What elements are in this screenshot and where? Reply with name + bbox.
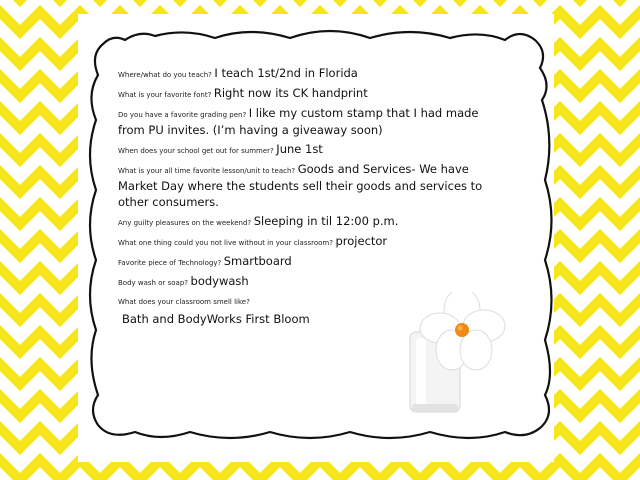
question: What is your all time favorite lesson/unit to teach? — [118, 167, 296, 175]
qa-item-teach — [118, 66, 508, 83]
answer: Bath and BodyWorks First Bloom — [122, 312, 310, 326]
question: When does your school get out for summer? — [118, 147, 274, 155]
answer: Smartboard — [223, 254, 292, 268]
answer: bodywash — [190, 274, 249, 288]
answer: Right now its CK handprint — [213, 86, 368, 100]
question: Favorite piece of Technology? — [118, 259, 222, 267]
qa-item-classroom — [118, 234, 508, 251]
qa-item-summer — [118, 142, 508, 159]
qa-item-pen — [118, 106, 508, 139]
qa-list — [118, 66, 508, 330]
answer: Goods and Services- We have Market Day where the students sell their goods and services to other consumers. — [118, 162, 483, 209]
answer: June 1st — [276, 142, 323, 156]
answer: Sleeping in til 12:00 p.m. — [253, 214, 399, 228]
answer: I like my custom stamp that I had made from PU invites. (I’m having a giveaway soon) — [118, 106, 479, 137]
first-bloom-bottle-icon — [392, 292, 522, 422]
answer: I teach 1st/2nd in Florida — [214, 66, 358, 80]
question: Where/what do you teach? — [118, 71, 212, 79]
answer: projector — [335, 234, 388, 248]
qa-item-bodywash — [118, 274, 508, 291]
question: Do you have a favorite grading pen? — [118, 111, 247, 119]
question: Any guilty pleasures on the weekend? — [118, 219, 252, 227]
qa-item-technology — [118, 254, 508, 271]
question: What one thing could you not live without in your classroom? — [118, 239, 333, 247]
qa-item-lesson — [118, 162, 508, 211]
qa-item-font — [118, 86, 508, 103]
qa-item-guilty — [118, 214, 508, 231]
question: What is your favorite font? — [118, 91, 212, 99]
question: What does your classroom smell like? — [118, 298, 250, 306]
question: Body wash or soap? — [118, 279, 188, 287]
